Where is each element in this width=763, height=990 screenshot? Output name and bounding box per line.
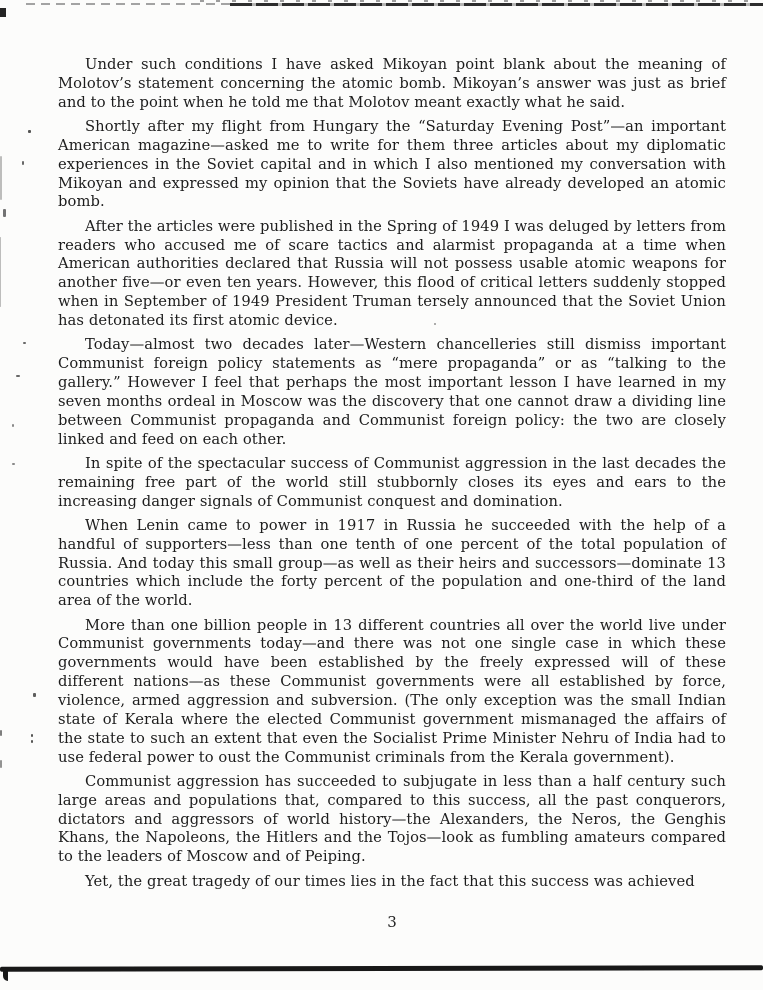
scan-speck	[23, 342, 26, 344]
scan-artifact-bottom-left-corner	[3, 968, 8, 981]
page-number: 3	[387, 913, 397, 931]
scan-speck	[12, 424, 14, 427]
scan-artifact-top-light-dashes	[26, 3, 230, 5]
scan-speck	[28, 130, 31, 133]
scan-speck	[16, 375, 20, 377]
paragraph: Shortly after my flight from Hungary the “Saturday Evening Post”—an important American magazine—asked me to write for them three articles about my diplomatic experiences in the Soviet capital and in which I also mentioned my conversation with Mikoyan and expressed my opinion that the Soviets have already developed an atomic bomb.	[58, 118, 726, 211]
scan-artifact-top-dark-line	[230, 3, 763, 6]
scan-speck	[0, 760, 2, 768]
scan-speck	[0, 237, 1, 307]
paragraph: Yet, the great tragedy of our times lies in the fact that this success was achieved	[85, 872, 695, 890]
scan-speck	[3, 209, 6, 217]
scan-speck	[33, 693, 36, 697]
scan-speck	[0, 156, 2, 200]
paragraph: More than one billion people in 13 different countries all over the world live under Communist governments today—and there was not one single case in which these governments would have been established by the freely expressed will of these different nations—as these Communist governments were all established by force, violence, armed aggression and subversion. (The only exception was the small Indian state of Kerala where the elected Communist government mismanaged the affairs of the state to such an extent that even the Socialist Prime Minister Nehru of India had to use federal power to oust the Communist criminals from the Kerala government).	[58, 616, 726, 766]
scan-speck	[31, 734, 33, 737]
scan-artifact-top-dotted-line	[200, 0, 755, 2]
scan-speck	[22, 161, 24, 165]
paragraph: When Lenin came to power in 1917 in Russia he succeeded with the help of a handful of supporters—less than one tenth of one percent of the total population of Russia. And today this small group—as well as their heirs and successors—dominate 13 countries which include the forty percent of the population and one-third of the land area of the world.	[58, 516, 726, 610]
scan-artifact-top-left-mark	[0, 8, 6, 17]
page-body-text	[58, 56, 726, 897]
paragraph: Under such conditions I have asked Mikoyan point blank about the meaning of Molotov’s statement concerning the atomic bomb. Mikoyan’s answer was just as brief and to the point when he told me that Molotov meant exactly what he said.	[58, 56, 726, 111]
paragraph: Communist aggression has succeeded to subjugate in less than a half century such large areas and populations that, compared to this success, all the past conquerors, dictators and aggressors of world history—the Alexanders, the Neros, the Genghis Khans, the Napoleons, the Hitlers and the Tojos—look as fumbling amateurs compared to the leaders of Moscow and of Peiping.	[58, 772, 726, 866]
scan-artifact-bottom-edge-line	[0, 965, 763, 972]
paragraph: After the articles were published in the Spring of 1949 I was deluged by letters from readers who accused me of scare tactics and alarmist propaganda at a time when American authorities declared that Russia will not possess usable atomic weapons for another five—or even ten years. However, this flood of critical letters suddenly stopped when in September of 1949 President Truman tersely announced that the Soviet Union has detonated its first atomic device.	[58, 217, 726, 329]
paragraph: Today—almost two decades later—Western chancelleries still dismiss important Communist foreign policy statements as “mere propaganda” or as “talking to the gallery.” However I feel that perhaps the most important lesson I have learned in my seven months ordeal in Moscow was the discovery that one cannot draw a dividing line between Communist propaganda and Communist foreign policy: the two are closely linked and feed on each other.	[58, 336, 726, 448]
paragraph: In spite of the spectacular success of Communist aggression in the last decades the remaining free part of the world still stubbornly closes its eyes and ears to the increasing danger signals of Communist conquest and domination.	[58, 454, 726, 510]
scan-speck	[0, 730, 2, 736]
scan-speck	[31, 740, 33, 743]
scan-speck	[12, 463, 15, 465]
